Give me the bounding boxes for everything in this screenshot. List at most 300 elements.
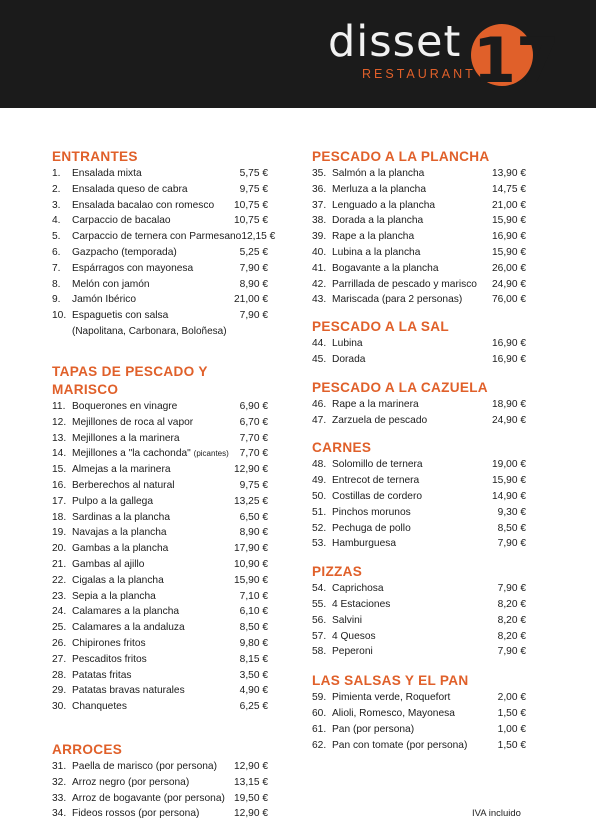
item-name-text: Gambas al ajillo: [72, 558, 145, 570]
item-price: 13,15 €: [234, 776, 268, 788]
item-price: 15,90 €: [234, 574, 268, 586]
item-name: [72, 245, 240, 261]
items: [312, 690, 526, 753]
menu-item: [52, 431, 268, 447]
item-price: 19,00 €: [492, 459, 526, 471]
item-number: 22.: [52, 574, 67, 586]
item-name: [72, 494, 234, 510]
item-number: 55.: [312, 598, 327, 610]
items: [312, 336, 526, 368]
item-name: [332, 292, 492, 308]
item-name-text: Lubina a la plancha: [332, 246, 421, 258]
menu-item: [52, 166, 268, 182]
item-name-text: Merluza a la plancha: [332, 183, 427, 195]
item-name: [332, 489, 492, 505]
item-name: [72, 683, 240, 699]
menu-item: [52, 683, 268, 699]
item-price: 7,70 €: [239, 448, 268, 460]
item-name: [72, 541, 234, 557]
item-number: 26.: [52, 637, 67, 649]
item-number: 19.: [52, 527, 67, 539]
item-price: 8,90 €: [239, 278, 268, 290]
item-name-text: Arroz negro (por persona): [72, 776, 190, 788]
item-number: 50.: [312, 490, 327, 502]
section-tapas: [52, 363, 268, 715]
item-name: [332, 261, 492, 277]
item-name: [72, 525, 240, 541]
item-price: 6,10 €: [239, 606, 268, 618]
item-price: 15,90 €: [492, 475, 526, 487]
item-name-text: Ensalada mixta: [72, 168, 142, 179]
item-price: 10,75 €: [234, 215, 268, 227]
item-name: [332, 690, 498, 706]
item-name: [72, 557, 234, 573]
item-price: 15,90 €: [492, 215, 526, 227]
item-name: [332, 352, 492, 368]
item-price: 16,90 €: [492, 231, 526, 243]
item-name-text: Calamares a la andaluza: [72, 622, 185, 634]
section-title: PESCADO A LA SAL: [312, 319, 449, 335]
item-number: 11.: [52, 400, 66, 412]
menu-column-right: [312, 148, 526, 753]
item-name-text: Costillas de cordero: [332, 490, 423, 502]
item-price: 9,80 €: [239, 637, 268, 649]
item-number: 23.: [52, 590, 67, 602]
item-name: [72, 699, 240, 715]
item-price: 13,90 €: [492, 168, 526, 179]
brand-name: disset: [328, 17, 462, 67]
menu-item: [52, 292, 268, 308]
item-price: 21,00 €: [234, 294, 268, 306]
menu-item: [52, 620, 268, 636]
item-name: [332, 182, 492, 198]
item-number: 52.: [312, 522, 327, 534]
item-name: [332, 706, 498, 722]
item-name-text: Gambas a la plancha: [72, 543, 169, 555]
item-name-text: Pechuga de pollo: [332, 522, 411, 534]
item-name: [72, 431, 240, 447]
item-number: 48.: [312, 459, 327, 471]
item-price: 6,90 €: [239, 400, 268, 412]
item-name: [332, 166, 492, 182]
item-price: 13,25 €: [234, 495, 268, 507]
item-number: 20.: [52, 543, 67, 555]
item-number: 29.: [52, 685, 67, 697]
item-name-text: Fideos rossos (por persona): [72, 808, 200, 820]
menu-item: [52, 446, 268, 462]
items: [312, 397, 526, 429]
section-title: LAS SALSAS Y EL PAN: [312, 673, 469, 689]
item-number: 16.: [52, 479, 67, 491]
item-number: 24.: [52, 606, 67, 618]
item-name-text: Pulpo a la gallega: [72, 495, 153, 507]
item-price: 14,75 €: [492, 183, 526, 195]
item-number: 27.: [52, 653, 67, 665]
item-price: 7,90 €: [497, 583, 526, 595]
menu-item: [312, 581, 526, 597]
item-name: [332, 597, 498, 613]
item-number: 60.: [312, 707, 327, 719]
section-title: TAPAS DE PESCADO Y MARISCO: [52, 363, 208, 397]
item-price: 12,15 €: [241, 231, 276, 243]
menu-item: [52, 525, 268, 541]
menu-item: [52, 261, 268, 277]
item-name: [72, 806, 234, 822]
item-number: 61.: [312, 723, 327, 735]
menu-item: [312, 521, 526, 537]
items: [312, 581, 526, 660]
item-number: 56.: [312, 614, 327, 626]
item-number: 57.: [312, 630, 327, 642]
item-name: [332, 722, 498, 738]
item-number: 14.: [52, 448, 67, 460]
menu-item: [312, 489, 526, 505]
item-number: 33.: [52, 792, 67, 804]
item-number: 28.: [52, 669, 67, 681]
menu-item: [52, 557, 268, 573]
item-number: 5.: [52, 231, 61, 243]
item-name: [332, 644, 498, 660]
item-name-text: Espárragos con mayonesa: [72, 262, 194, 274]
items: [312, 457, 526, 552]
item-price: 9,75 €: [239, 183, 268, 195]
menu-item: [52, 478, 268, 494]
item-name: [72, 166, 240, 182]
logo-mark: 17: [472, 24, 560, 94]
item-price: 4,90 €: [239, 685, 268, 697]
item-name-text: Pan (por persona): [332, 723, 415, 735]
item-name-text: Navajas a la plancha: [72, 527, 167, 539]
item-name: [332, 581, 498, 597]
item-name-text: Hamburguesa: [332, 538, 396, 550]
item-price: 16,90 €: [492, 338, 526, 350]
item-name: [72, 478, 240, 494]
item-price: 8,50 €: [239, 622, 268, 634]
item-name-text: Bogavante a la plancha: [332, 262, 439, 274]
item-price: 7,90 €: [239, 310, 268, 322]
item-name: [72, 791, 234, 807]
item-price: 76,00 €: [492, 294, 526, 306]
item-name: [72, 399, 240, 415]
menu-item: [312, 457, 526, 473]
item-name: [72, 510, 240, 526]
item-name-text: Caprichosa: [332, 583, 384, 595]
item-name-text: Pinchos morunos: [332, 506, 411, 518]
section-title: PESCADO A LA PLANCHA: [312, 149, 490, 164]
item-price: 9,30 €: [497, 506, 526, 518]
item-name: [332, 198, 492, 214]
item-name-text: Cigalas a la plancha: [72, 574, 164, 586]
item-name: [72, 759, 234, 775]
menu-item: [312, 352, 526, 368]
menu-item: [312, 597, 526, 613]
item-price: 12,90 €: [234, 760, 268, 772]
item-name-text: 4 Quesos: [332, 630, 376, 642]
item-name-text: Patatas bravas naturales: [72, 685, 185, 697]
item-price: 7,90 €: [497, 646, 526, 658]
menu-item: [312, 536, 526, 552]
menu-item: [52, 229, 276, 245]
item-number: 49.: [312, 475, 327, 487]
menu-item: [52, 245, 268, 261]
item-name-text: Calamares a la plancha: [72, 606, 180, 618]
item-name-text: Almejas a la marinera: [72, 464, 171, 476]
item-price: 6,70 €: [239, 416, 268, 428]
item-name: [332, 245, 492, 261]
item-name: [72, 462, 234, 478]
menu-item: [312, 473, 526, 489]
menu-item: [52, 573, 268, 589]
item-number: 37.: [312, 199, 327, 211]
menu-item: [52, 759, 268, 775]
item-price: 14,90 €: [492, 490, 526, 502]
item-number: 39.: [312, 231, 327, 243]
item-name-text: Mariscada (para 2 personas): [332, 294, 463, 306]
item-name-text: Zarzuela de pescado: [332, 414, 428, 426]
menu-item: [312, 629, 526, 645]
item-name-text: Rape a la plancha: [332, 231, 415, 243]
item-name-text: Parrillada de pescado y marisco: [332, 278, 477, 290]
item-name-text: Lubina: [332, 338, 363, 350]
item-name: [72, 573, 234, 589]
menu-column-left: [52, 148, 276, 822]
menu-item: [312, 644, 526, 660]
item-price: 12,90 €: [234, 464, 268, 476]
item-price: 1,50 €: [497, 707, 526, 719]
item-name-text: Boquerones en vinagre: [72, 400, 178, 412]
item-name: [72, 229, 241, 245]
item-price: 6,25 €: [239, 701, 268, 713]
menu-item: [312, 166, 526, 182]
item-number: 12.: [52, 416, 67, 428]
section-arroces: [52, 741, 268, 822]
item-price: 16,90 €: [492, 353, 526, 365]
menu-item: [312, 182, 526, 198]
item-name-text: Melón con jamón: [72, 278, 150, 290]
menu-header: [0, 0, 596, 108]
item-price: 18,90 €: [492, 398, 526, 410]
menu-item: [52, 541, 268, 557]
item-name: [332, 473, 492, 489]
item-number: 15.: [52, 464, 67, 476]
item-name: [332, 397, 492, 413]
item-name: [72, 292, 234, 308]
menu-item: [52, 399, 268, 415]
item-price: 1,50 €: [497, 739, 526, 751]
item-number: 7.: [52, 262, 61, 274]
item-name-text: Ensalada queso de cabra: [72, 183, 188, 195]
items: [52, 759, 268, 822]
item-price: 10,75 €: [234, 199, 268, 211]
item-number: 54.: [312, 583, 327, 595]
menu-item: [52, 699, 268, 715]
item-name-text: Pescaditos fritos: [72, 653, 147, 665]
item-name-text: Paella de marisco (por persona): [72, 760, 217, 772]
section-entrantes: [52, 148, 276, 339]
item-name: [72, 261, 240, 277]
item-number: 45.: [312, 353, 327, 365]
item-number: 9.: [52, 294, 61, 306]
item-name: [332, 229, 492, 245]
item-price: 8,90 €: [239, 527, 268, 539]
item-note: (Napolitana, Carbonara, Boloñesa): [72, 325, 227, 337]
item-number: 53.: [312, 538, 327, 550]
item-name-text: Dorada: [332, 353, 366, 365]
item-name-text: Chipirones fritos: [72, 637, 146, 649]
item-price: 21,00 €: [492, 199, 526, 211]
menu-item: [312, 336, 526, 352]
item-number: 25.: [52, 622, 67, 634]
item-number: 43.: [312, 294, 327, 306]
items: [52, 166, 276, 324]
item-number: 30.: [52, 701, 67, 713]
iva-note: IVA incluido: [472, 808, 521, 819]
item-name-text: Mejillones de roca al vapor: [72, 416, 194, 428]
item-name: [72, 636, 240, 652]
section-pescado-sal: [312, 318, 526, 368]
item-number: 6.: [52, 246, 61, 258]
item-price: 7,10 €: [239, 590, 268, 602]
menu-item: [312, 198, 526, 214]
item-name: [72, 213, 234, 229]
item-number: 36.: [312, 183, 327, 195]
item-price: 26,00 €: [492, 262, 526, 274]
menu-item: [312, 505, 526, 521]
menu-item: [312, 229, 526, 245]
item-name: [72, 308, 240, 324]
item-price: 6,50 €: [239, 511, 268, 523]
section-pizzas: [312, 563, 526, 660]
menu-item: [312, 397, 526, 413]
item-name-text: Patatas fritas: [72, 669, 132, 681]
item-name: [332, 613, 498, 629]
item-number: 58.: [312, 646, 327, 658]
item-name-text: 4 Estaciones: [332, 598, 391, 610]
item-number: 34.: [52, 808, 67, 820]
item-price: 24,90 €: [492, 414, 526, 426]
item-number: 18.: [52, 511, 67, 523]
item-number: 2.: [52, 183, 61, 195]
item-name-text: Salmón a la plancha: [332, 168, 425, 179]
section-title: ARROCES: [52, 741, 123, 757]
item-extra: (picantes): [193, 449, 229, 459]
item-price: 12,90 €: [234, 808, 268, 820]
item-name: [332, 213, 492, 229]
item-number: 44.: [312, 338, 327, 350]
menu-item: [312, 261, 526, 277]
item-price: 2,00 €: [497, 692, 526, 704]
menu-item: [312, 706, 526, 722]
section-pescado-cazuela: [312, 379, 526, 429]
item-name: [72, 589, 240, 605]
item-name-text: Carpaccio de ternera con Parmesano: [72, 231, 242, 243]
menu-item: [52, 668, 268, 684]
item-price: 10,90 €: [234, 558, 268, 570]
items: [312, 166, 526, 308]
item-number: 17.: [52, 495, 67, 507]
section-title: ENTRANTES: [52, 149, 138, 164]
item-number: 13.: [52, 432, 67, 444]
item-number: 31.: [52, 760, 67, 772]
item-name: [332, 413, 492, 429]
section-carnes: [312, 439, 526, 552]
menu-item: [52, 415, 268, 431]
menu-item: [312, 413, 526, 429]
item-number: 10.: [52, 310, 67, 322]
menu-item: [52, 462, 268, 478]
menu-item: [312, 738, 526, 754]
item-name-text: Chanquetes: [72, 701, 127, 713]
item-number: 32.: [52, 776, 67, 788]
menu-item: [52, 308, 268, 324]
item-price: 17,90 €: [234, 543, 268, 555]
item-number: 47.: [312, 414, 327, 426]
item-name-text: Ensalada bacalao con romesco: [72, 199, 215, 211]
item-price: 8,20 €: [497, 630, 526, 642]
item-number: 46.: [312, 398, 327, 410]
item-number: 3.: [52, 199, 61, 211]
item-price: 8,20 €: [497, 614, 526, 626]
item-number: 59.: [312, 692, 327, 704]
item-name: [332, 277, 492, 293]
item-name: [72, 775, 234, 791]
item-name: [72, 652, 240, 668]
items: [52, 399, 268, 715]
item-number: 38.: [312, 215, 327, 227]
item-name-text: Arroz de bogavante (por persona): [72, 792, 225, 804]
item-name: [332, 457, 492, 473]
item-name-text: Espaguetis con salsa: [72, 310, 169, 322]
menu-item: [52, 652, 268, 668]
item-name-text: Sardinas a la plancha: [72, 511, 170, 523]
item-name-text: Pimienta verde, Roquefort: [332, 692, 451, 704]
section-title: PESCADO A LA CAZUELA: [312, 379, 488, 395]
menu-item: [52, 510, 268, 526]
item-price: 19,50 €: [234, 792, 268, 804]
item-name: [332, 629, 498, 645]
item-name: [72, 620, 240, 636]
menu-item: [312, 690, 526, 706]
item-number: 35.: [312, 168, 327, 179]
menu-item: [312, 245, 526, 261]
item-name-text: Lenguado a la plancha: [332, 199, 436, 211]
item-name: [72, 446, 240, 462]
menu-item: [312, 722, 526, 738]
section-title: CARNES: [312, 440, 372, 456]
item-name: [72, 415, 240, 431]
item-number: 41.: [312, 262, 327, 274]
item-name-text: Berberechos al natural: [72, 479, 175, 491]
item-name: [72, 198, 234, 214]
section-pescado-plancha: [312, 148, 526, 308]
menu-item: [52, 494, 268, 510]
item-name-text: Salvini: [332, 614, 363, 626]
item-number: 40.: [312, 246, 327, 258]
item-name: [72, 668, 240, 684]
item-price: 8,15 €: [239, 653, 268, 665]
menu-item: [52, 791, 268, 807]
item-name: [332, 336, 492, 352]
section-title: PIZZAS: [312, 564, 363, 580]
item-price: 7,70 €: [239, 432, 268, 444]
item-name-text: Entrecot de ternera: [332, 475, 420, 487]
item-price: 15,90 €: [492, 246, 526, 258]
item-price: 3,50 €: [239, 669, 268, 681]
menu-item: [52, 604, 268, 620]
item-name: [332, 505, 498, 521]
item-price: 5,75 €: [239, 168, 268, 179]
item-name: [72, 277, 240, 293]
